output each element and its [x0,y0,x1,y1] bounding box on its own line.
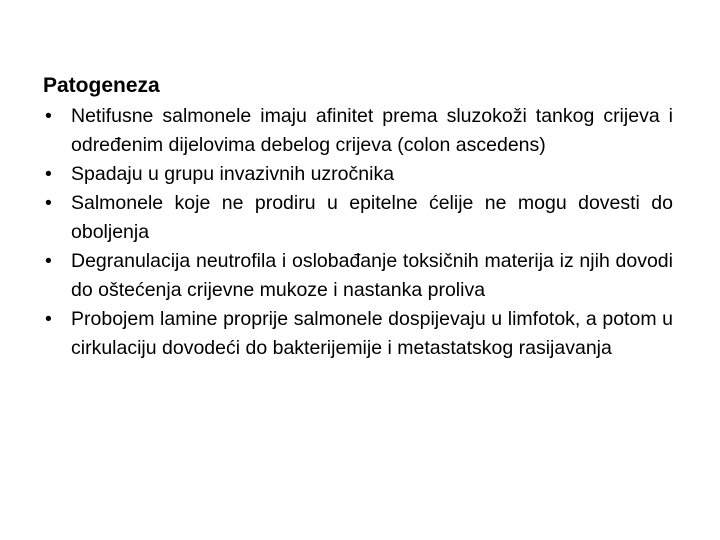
bullet-icon: • [45,163,52,185]
bullet-item [43,160,673,189]
bullet-text: Netifusne salmonele imaju afinitet prema sluzokoži tankog crijeva i određenim dijelovima debelog crijeva (colon ascedens) [71,105,673,156]
bullet-item [43,189,673,247]
bullet-text: Salmonele koje ne prodiru u epitelne ćelije ne mogu dovesti do oboljenja [71,192,673,243]
bullet-icon: • [45,250,52,272]
bullet-list [43,102,673,363]
bullet-icon: • [45,105,52,127]
slide-content [43,70,673,363]
slide-title: Patogeneza [43,74,160,97]
bullet-text: Degranulacija neutrofila i oslobađanje toksičnih materija iz njih dovodi do oštećenja crijevne mukoze i nastanka proliva [71,250,673,301]
bullet-text: Spadaju u grupu invazivnih uzročnika [71,163,395,185]
bullet-item [43,247,673,305]
bullet-icon: • [45,308,52,330]
bullet-item [43,305,673,363]
bullet-icon: • [45,192,52,214]
bullet-text: Probojem lamine proprije salmonele dospijevaju u limfotok, a potom u cirkulaciju dovodeći do bakterijemije i metastatskog rasijavanja [71,308,673,359]
bullet-item [43,102,673,160]
